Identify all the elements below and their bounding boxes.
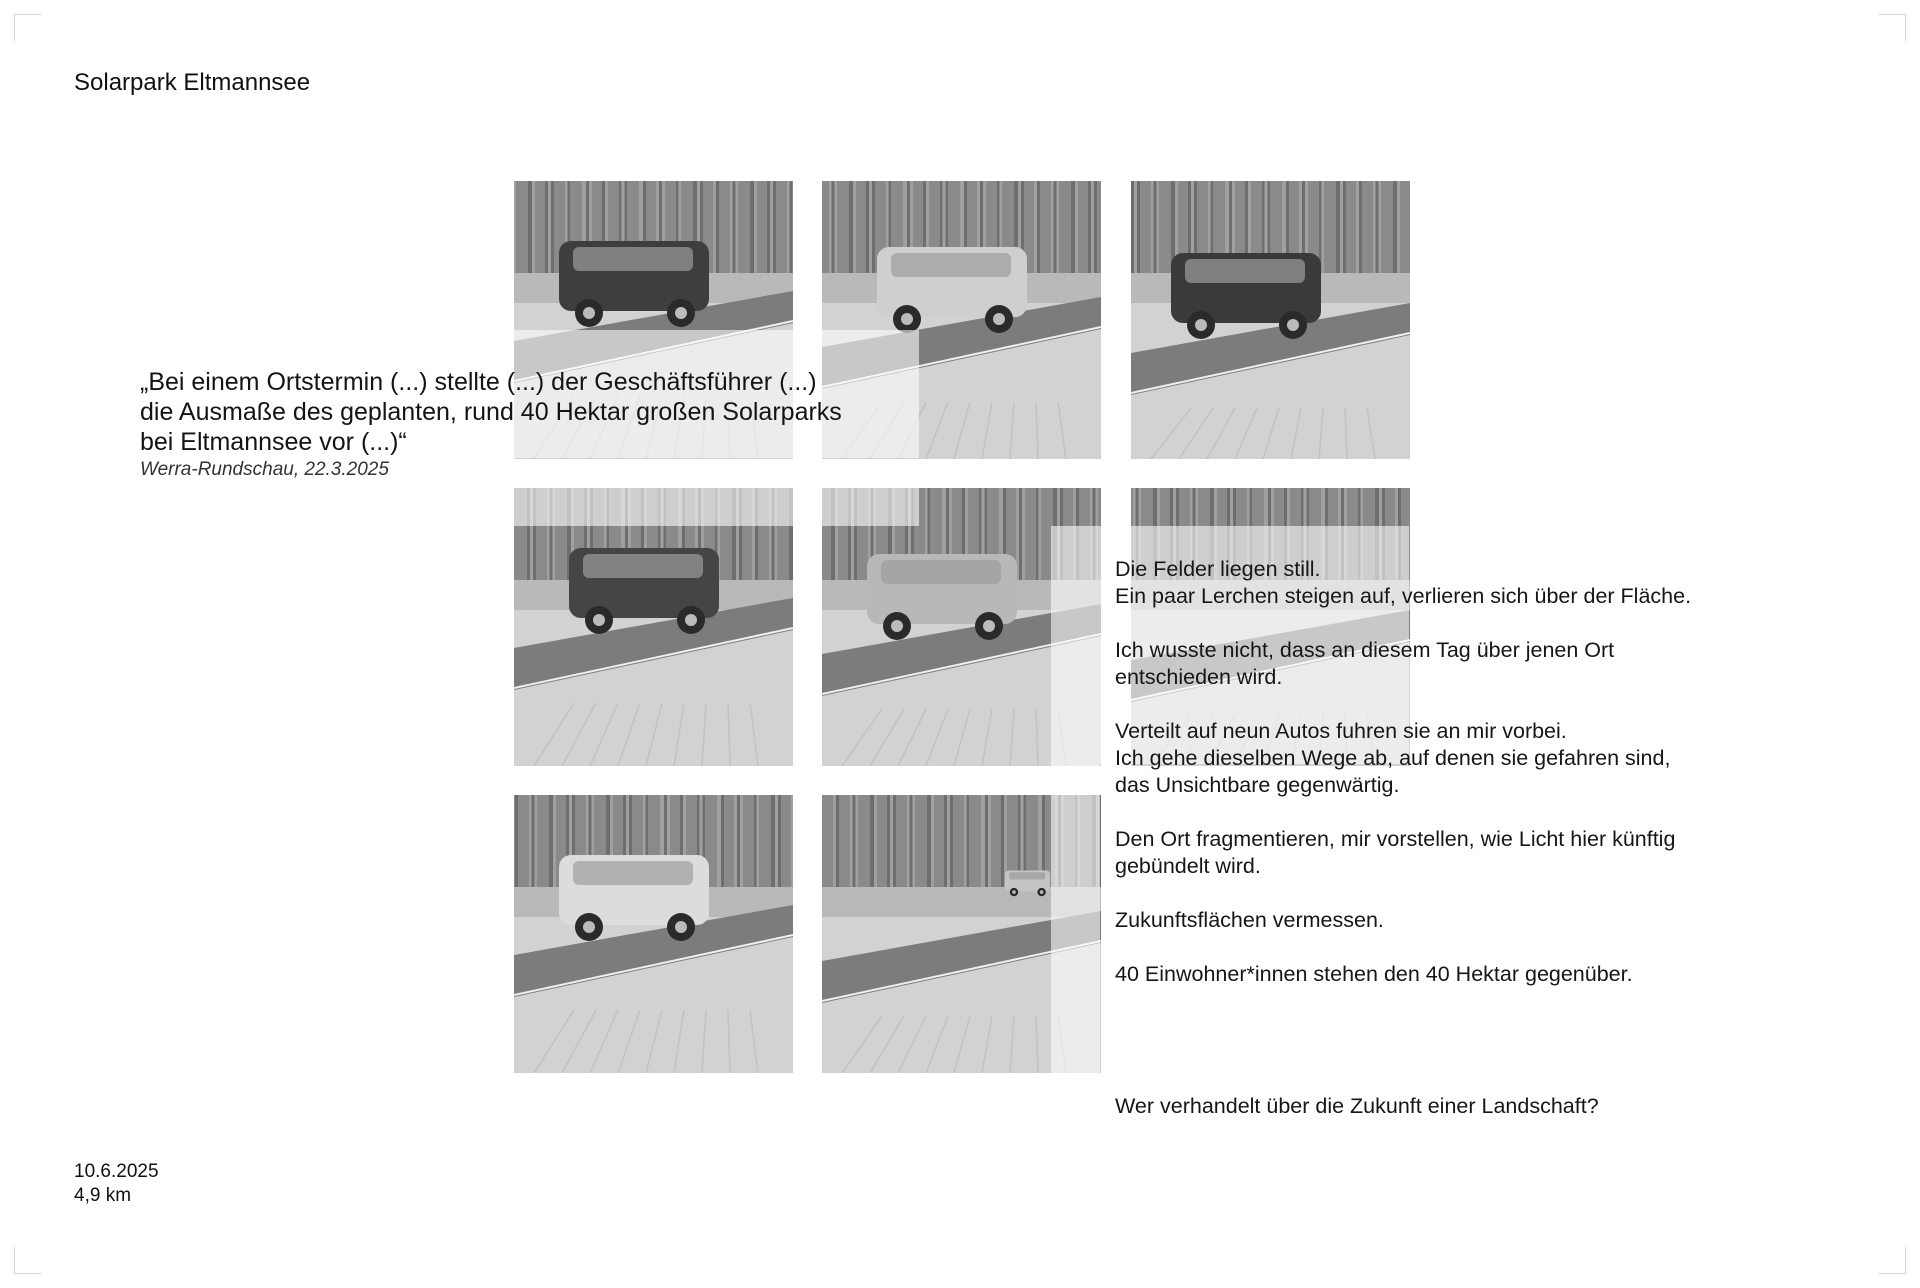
closing-question: Wer verhandelt über die Zukunft einer Landschaft? (1115, 1094, 1599, 1118)
photo-3-sedan (1131, 181, 1410, 459)
poem-stanza: Verteilt auf neun Autos fuhren sie an mir vorbei. Ich gehe dieselben Wege ab, auf denen sie gefahren sind, das Unsichtbare gegenwärtig. (1115, 719, 1671, 797)
quote-source: Werra-Rundschau, 22.3.2025 (140, 459, 389, 480)
poem-stanza: Den Ort fragmentieren, mir vorstellen, wie Licht hier künftig gebündelt wird. (1115, 827, 1676, 878)
walk-metadata (74, 1160, 159, 1208)
poem-text (1115, 556, 1835, 1015)
poem-stanza: Die Felder liegen still. Ein paar Lerchen steigen auf, verlieren sich über der Fläche. (1115, 557, 1692, 608)
poem-stanza: 40 Einwohner*innen stehen den 40 Hektar gegenüber. (1115, 962, 1633, 986)
quote-text: „Bei einem Ortstermin (...) stellte (...) der Geschäftsführer (...) die Ausmaße des geplanten, rund 40 Hektar großen Solarparks bei Eltmannsee vor (...)“ (140, 368, 842, 456)
newspaper-quote (140, 367, 920, 482)
walk-distance: 4,9 km (74, 1185, 132, 1206)
poem-stanza: Ich wusste nicht, dass an diesem Tag über jenen Ort entschieden wird. (1115, 638, 1615, 689)
photo-4-wagon (514, 488, 793, 766)
overlay-panel-text-strip (1051, 526, 1100, 1074)
crop-mark-top-right (1879, 14, 1906, 41)
crop-mark-top-left (14, 14, 41, 41)
overlay-panel-quote-lower (514, 488, 919, 526)
photo-7-minibus (514, 795, 793, 1073)
poem-stanza: Zukunftsflächen vermessen. (1115, 908, 1384, 932)
photo-grid (514, 181, 1100, 1075)
crop-mark-bottom-left (14, 1247, 41, 1274)
crop-mark-bottom-right (1879, 1247, 1906, 1274)
walk-date: 10.6.2025 (74, 1161, 159, 1182)
page-title: Solarpark Eltmannsee (74, 69, 311, 96)
